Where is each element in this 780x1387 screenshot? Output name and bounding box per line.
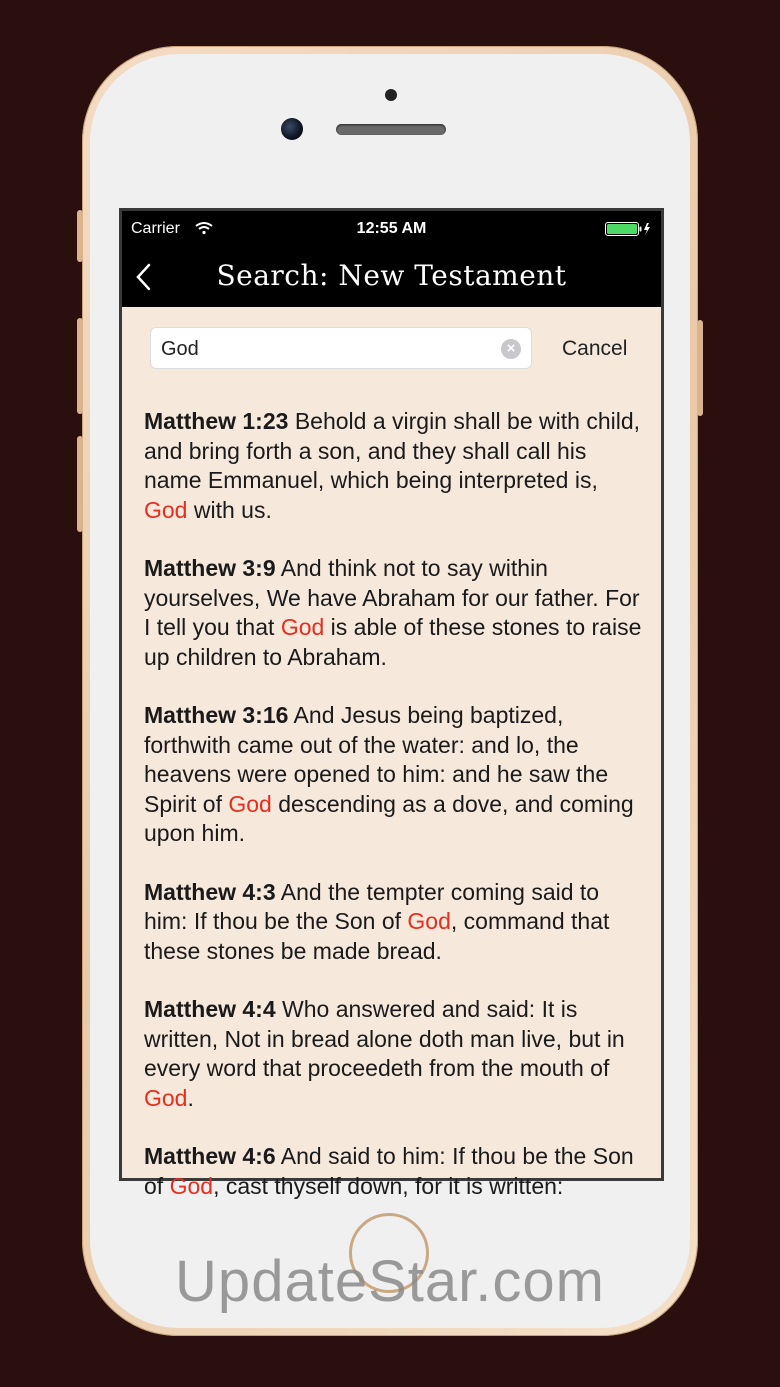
verse-text-after: descending as a dove, and coming upon him. [144, 790, 634, 846]
volume-up-button [77, 318, 83, 414]
verse-text-after: with us. [187, 496, 272, 523]
result-item[interactable] [144, 407, 644, 525]
verse-reference: Matthew 4:4 [144, 996, 276, 1022]
watermark-text: UpdateStar.com [175, 1249, 605, 1314]
battery-charging-icon [605, 222, 651, 236]
verse-text-before: And the tempter coming said to him: If thou be the Son of [144, 878, 600, 934]
verse-reference: Matthew 1:23 [144, 408, 289, 434]
verse-text-before: Behold a virgin shall be with child, and bring forth a son, and they shall call his name Emmanuel, which being interpreted is, [144, 408, 641, 493]
volume-down-button [77, 436, 83, 532]
match-highlight: God [144, 496, 188, 523]
result-item[interactable] [144, 701, 644, 849]
front-camera [281, 118, 303, 140]
verse-text-before: And said to him: If thou be the Son of [144, 1143, 634, 1199]
verse-reference: Matthew 4:6 [144, 1143, 276, 1169]
verse-text-after: is able of these stones to raise up children to Abraham. [144, 614, 642, 670]
verse-text-after: , command that these stones be made bread. [144, 908, 610, 964]
phone-screen [119, 208, 664, 1199]
result-item[interactable] [144, 554, 644, 672]
proximity-sensor [385, 89, 397, 101]
search-results-list [144, 407, 644, 1230]
result-item[interactable] [144, 878, 644, 967]
result-item[interactable] [144, 1142, 644, 1201]
verse-text-after: . [187, 1084, 194, 1111]
carrier-label: Carrier [131, 220, 180, 237]
match-highlight: God [144, 1084, 188, 1111]
match-highlight: God [407, 908, 451, 934]
match-highlight: God [228, 790, 272, 817]
match-highlight: God [169, 1172, 214, 1199]
match-highlight: God [280, 614, 325, 640]
power-button [697, 320, 703, 416]
search-input[interactable] [150, 327, 532, 369]
verse-text-before: Who answered and said: It is written, Not in bread alone doth man live, but in every word that proceedeth from the mouth of [144, 996, 625, 1081]
cancel-button[interactable]: Cancel [562, 337, 628, 360]
navigation-bar [122, 247, 661, 307]
page-title: Search: New Testament [216, 259, 567, 292]
verse-reference: Matthew 3:16 [144, 702, 289, 728]
search-content [122, 307, 661, 1199]
verse-text-after: , cast thyself down, for it is written: [213, 1172, 564, 1199]
verse-text-before: And Jesus being baptized, forthwith came out of the water: and lo, the heavens were opened to him: and he saw the Spirit of [144, 702, 609, 817]
clear-search-icon[interactable]: × [501, 339, 521, 359]
verse-reference: Matthew 4:3 [144, 878, 276, 905]
verse-text-before: And think not to say within yourselves, We have Abraham for our father. For I tell you that [144, 555, 640, 640]
status-time: 12:55 AM [356, 220, 427, 237]
search-input-value[interactable]: God [161, 338, 199, 360]
status-bar [122, 211, 661, 247]
verse-reference: Matthew 3:9 [144, 555, 276, 581]
earpiece-speaker [336, 124, 446, 135]
mute-switch [77, 210, 83, 262]
result-item[interactable] [144, 995, 644, 1113]
